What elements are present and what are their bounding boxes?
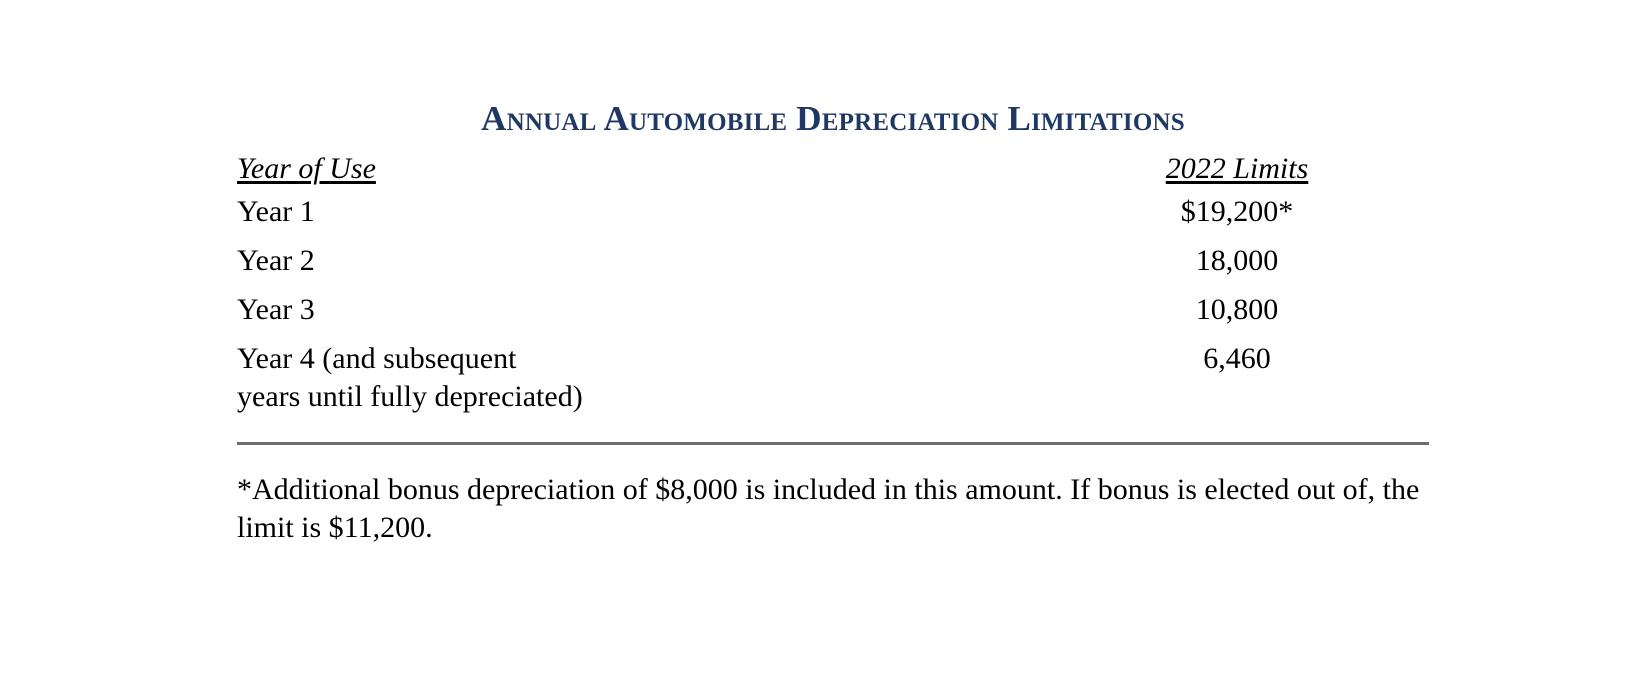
table-row: [237, 291, 1429, 329]
row-limit-value: 18,000: [1195, 244, 1279, 277]
header-2022-limits: 2022 Limits: [1165, 152, 1309, 185]
row-limit-value: $19,200*: [1180, 195, 1294, 228]
row-year-label-line1: Year 4 (and subsequent: [237, 342, 517, 375]
depreciation-table: [237, 150, 1429, 416]
header-year-of-use: Year of Use: [237, 152, 376, 185]
row-year-label-multiline: [237, 340, 1137, 416]
row-limit-value: 10,800: [1195, 293, 1279, 326]
page-title: Annual Automobile Depreciation Limitations: [481, 99, 1185, 138]
divider: [237, 442, 1429, 445]
row-year-label: Year 1: [237, 195, 315, 228]
table-row: [237, 193, 1429, 231]
footnote: *Additional bonus depreciation of $8,000 is included in this amount. If bonus is elected out of, the limit is $11,200.: [237, 473, 1420, 544]
row-year-label-line2: years until fully depreciated): [237, 380, 583, 413]
table-row: [237, 242, 1429, 280]
row-year-label: Year 2: [237, 244, 315, 277]
table-header-row: [237, 150, 1429, 188]
row-limit-value: 6,460: [1203, 342, 1271, 375]
document: [237, 98, 1429, 547]
row-year-label: Year 3: [237, 293, 315, 326]
table-row: [237, 340, 1429, 416]
